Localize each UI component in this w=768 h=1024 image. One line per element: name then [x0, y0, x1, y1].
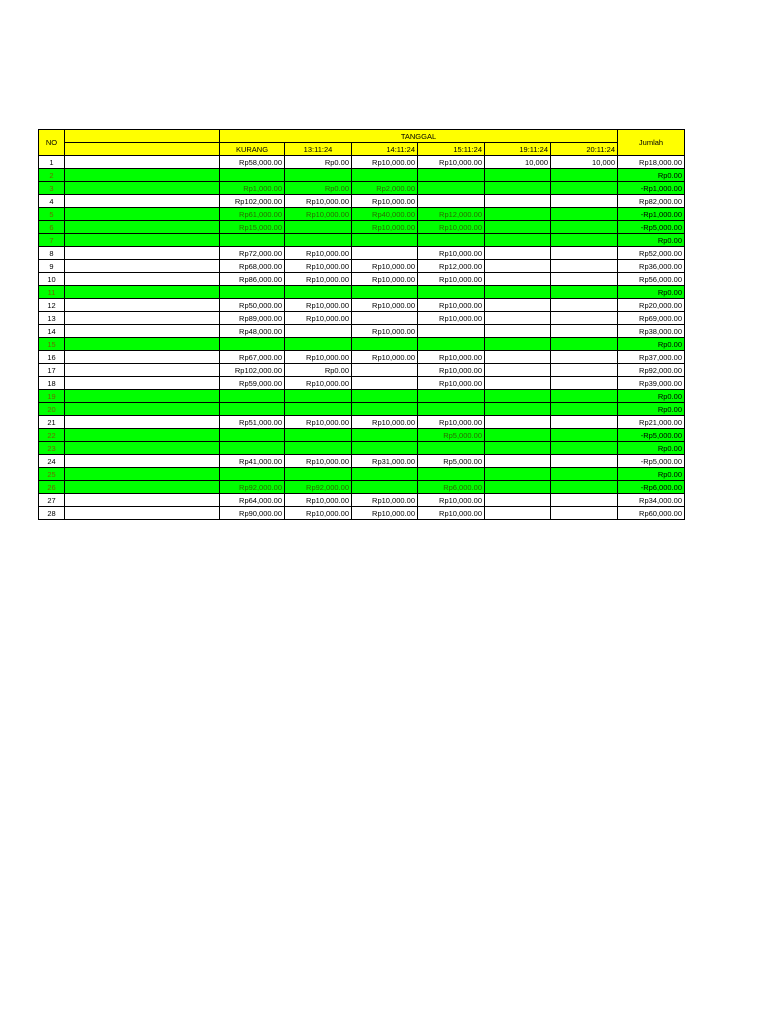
table-row	[39, 468, 685, 481]
payment-cell[interactable]	[418, 286, 485, 299]
payment-cell[interactable]: Rp10,000.00	[285, 507, 352, 520]
payment-cell[interactable]	[551, 364, 618, 377]
payment-cell[interactable]: Rp10,000.00	[352, 325, 418, 338]
payment-cell[interactable]: Rp10,000.00	[285, 247, 352, 260]
name-cell[interactable]	[65, 247, 220, 260]
jumlah-cell[interactable]: -Rp5,000.00	[618, 221, 685, 234]
kurang-cell[interactable]	[220, 442, 285, 455]
payment-cell[interactable]	[418, 325, 485, 338]
payment-cell[interactable]	[551, 390, 618, 403]
payment-cell[interactable]	[285, 286, 352, 299]
row-number-cell[interactable]: 11	[39, 286, 65, 299]
row-number-cell[interactable]: 16	[39, 351, 65, 364]
header-date-3[interactable]: 15:11:24	[418, 143, 485, 156]
table-row	[39, 299, 685, 312]
jumlah-cell[interactable]: Rp0.00	[618, 403, 685, 416]
kurang-cell[interactable]: Rp58,000.00	[220, 156, 285, 169]
payment-cell[interactable]	[352, 429, 418, 442]
payment-cell[interactable]	[485, 351, 551, 364]
payment-cell[interactable]	[285, 325, 352, 338]
name-cell[interactable]	[65, 260, 220, 273]
payment-cell[interactable]	[551, 273, 618, 286]
kurang-cell[interactable]: Rp15,000.00	[220, 221, 285, 234]
payment-cell[interactable]	[352, 403, 418, 416]
payment-cell[interactable]	[551, 403, 618, 416]
payment-cell[interactable]	[418, 442, 485, 455]
kurang-cell[interactable]: Rp67,000.00	[220, 351, 285, 364]
name-cell[interactable]	[65, 429, 220, 442]
jumlah-cell[interactable]: Rp0.00	[618, 468, 685, 481]
payment-cell[interactable]	[485, 208, 551, 221]
payment-cell[interactable]	[551, 182, 618, 195]
payment-cell[interactable]	[485, 234, 551, 247]
name-cell[interactable]	[65, 312, 220, 325]
payment-cell[interactable]	[551, 325, 618, 338]
jumlah-cell[interactable]: Rp38,000.00	[618, 325, 685, 338]
payment-cell[interactable]	[551, 247, 618, 260]
jumlah-cell[interactable]: Rp21,000.00	[618, 416, 685, 429]
payment-cell[interactable]: Rp5,000.00	[418, 429, 485, 442]
payment-cell[interactable]	[551, 507, 618, 520]
row-number-cell[interactable]: 13	[39, 312, 65, 325]
table-row	[39, 208, 685, 221]
payment-cell[interactable]: Rp10,000.00	[418, 312, 485, 325]
jumlah-cell[interactable]: Rp0.00	[618, 286, 685, 299]
payment-cell[interactable]: Rp92,000.00	[285, 481, 352, 494]
name-cell[interactable]	[65, 390, 220, 403]
kurang-cell[interactable]: Rp61,000.00	[220, 208, 285, 221]
payment-cell[interactable]	[485, 338, 551, 351]
payment-cell[interactable]	[551, 260, 618, 273]
table-row	[39, 260, 685, 273]
row-number-cell[interactable]: 1	[39, 156, 65, 169]
name-cell[interactable]	[65, 455, 220, 468]
payment-cell[interactable]	[551, 455, 618, 468]
payment-cell[interactable]	[551, 208, 618, 221]
payment-cell[interactable]: Rp10,000.00	[352, 494, 418, 507]
payment-cell[interactable]: Rp10,000.00	[285, 299, 352, 312]
payment-cell[interactable]: Rp10,000.00	[352, 260, 418, 273]
payment-cell[interactable]	[285, 390, 352, 403]
kurang-cell[interactable]	[220, 468, 285, 481]
kurang-cell[interactable]: Rp68,000.00	[220, 260, 285, 273]
jumlah-cell[interactable]: Rp18,000.00	[618, 156, 685, 169]
kurang-cell[interactable]	[220, 403, 285, 416]
payment-cell[interactable]	[485, 273, 551, 286]
name-cell[interactable]	[65, 299, 220, 312]
name-cell[interactable]	[65, 208, 220, 221]
header-jumlah[interactable]: Jumlah	[618, 130, 685, 156]
name-cell[interactable]	[65, 507, 220, 520]
jumlah-cell[interactable]: Rp0.00	[618, 169, 685, 182]
kurang-cell[interactable]	[220, 286, 285, 299]
payment-cell[interactable]	[352, 481, 418, 494]
row-number-cell[interactable]: 6	[39, 221, 65, 234]
payment-cell[interactable]	[285, 429, 352, 442]
row-number-cell[interactable]: 22	[39, 429, 65, 442]
payment-cell[interactable]	[285, 234, 352, 247]
payment-cell[interactable]	[485, 260, 551, 273]
jumlah-cell[interactable]: Rp60,000.00	[618, 507, 685, 520]
kurang-cell[interactable]: Rp102,000.00	[220, 364, 285, 377]
jumlah-cell[interactable]: Rp69,000.00	[618, 312, 685, 325]
payment-cell[interactable]: Rp2,000.00	[352, 182, 418, 195]
payment-cell[interactable]	[485, 247, 551, 260]
header-date-4[interactable]: 19:11:24	[485, 143, 551, 156]
table-row	[39, 429, 685, 442]
payment-cell[interactable]	[352, 377, 418, 390]
name-cell[interactable]	[65, 481, 220, 494]
name-cell[interactable]	[65, 169, 220, 182]
jumlah-cell[interactable]: -Rp6,000.00	[618, 481, 685, 494]
payment-cell[interactable]: Rp10,000.00	[352, 507, 418, 520]
table-row	[39, 286, 685, 299]
payment-cell[interactable]	[485, 442, 551, 455]
kurang-cell[interactable]: Rp64,000.00	[220, 494, 285, 507]
row-number-cell[interactable]: 5	[39, 208, 65, 221]
payment-cell[interactable]	[485, 325, 551, 338]
payment-cell[interactable]	[551, 442, 618, 455]
payment-cell[interactable]	[485, 481, 551, 494]
payment-cell[interactable]: Rp10,000.00	[285, 312, 352, 325]
name-cell[interactable]	[65, 351, 220, 364]
payment-cell[interactable]	[485, 377, 551, 390]
payment-cell[interactable]	[352, 338, 418, 351]
kurang-cell[interactable]	[220, 169, 285, 182]
row-number-cell[interactable]: 3	[39, 182, 65, 195]
payment-table	[38, 129, 685, 520]
payment-cell[interactable]	[485, 455, 551, 468]
payment-cell[interactable]	[485, 494, 551, 507]
payment-cell[interactable]	[352, 390, 418, 403]
payment-cell[interactable]: Rp10,000.00	[418, 299, 485, 312]
name-cell[interactable]	[65, 221, 220, 234]
payment-cell[interactable]	[485, 182, 551, 195]
kurang-cell[interactable]	[220, 429, 285, 442]
payment-cell[interactable]	[485, 312, 551, 325]
kurang-cell[interactable]: Rp90,000.00	[220, 507, 285, 520]
name-cell[interactable]	[65, 377, 220, 390]
header-row-1	[39, 130, 685, 143]
payment-cell[interactable]: Rp10,000.00	[352, 221, 418, 234]
row-number-cell[interactable]: 27	[39, 494, 65, 507]
header-name-cell-2[interactable]	[65, 143, 220, 156]
header-row-2	[39, 143, 685, 156]
payment-cell[interactable]: Rp10,000.00	[285, 273, 352, 286]
payment-cell[interactable]: Rp10,000.00	[352, 351, 418, 364]
payment-cell[interactable]: Rp10,000.00	[352, 299, 418, 312]
row-number-cell[interactable]: 19	[39, 390, 65, 403]
payment-cell[interactable]: Rp10,000.00	[285, 377, 352, 390]
row-number-cell[interactable]: 9	[39, 260, 65, 273]
header-tanggal[interactable]: TANGGAL	[220, 130, 618, 143]
table-row	[39, 351, 685, 364]
payment-cell[interactable]	[551, 429, 618, 442]
payment-cell[interactable]: Rp12,000.00	[418, 208, 485, 221]
payment-cell[interactable]: Rp10,000.00	[285, 494, 352, 507]
payment-cell[interactable]: Rp0.00	[285, 182, 352, 195]
payment-cell[interactable]	[551, 221, 618, 234]
jumlah-cell[interactable]: Rp0.00	[618, 338, 685, 351]
payment-cell[interactable]: Rp0.00	[285, 364, 352, 377]
table-row	[39, 325, 685, 338]
payment-cell[interactable]: 10,000	[551, 156, 618, 169]
payment-cell[interactable]	[551, 416, 618, 429]
payment-cell[interactable]: Rp12,000.00	[418, 260, 485, 273]
row-number-cell[interactable]: 20	[39, 403, 65, 416]
kurang-cell[interactable]: Rp89,000.00	[220, 312, 285, 325]
kurang-cell[interactable]	[220, 390, 285, 403]
payment-cell[interactable]	[485, 429, 551, 442]
payment-cell[interactable]	[551, 351, 618, 364]
payment-cell[interactable]	[418, 338, 485, 351]
kurang-cell[interactable]: Rp72,000.00	[220, 247, 285, 260]
payment-cell[interactable]	[285, 221, 352, 234]
payment-cell[interactable]	[485, 403, 551, 416]
payment-cell[interactable]	[418, 195, 485, 208]
payment-cell[interactable]	[485, 299, 551, 312]
payment-cell[interactable]	[485, 221, 551, 234]
payment-cell[interactable]	[352, 442, 418, 455]
payment-cell[interactable]	[551, 312, 618, 325]
table-row	[39, 364, 685, 377]
kurang-cell[interactable]: Rp50,000.00	[220, 299, 285, 312]
table-row	[39, 247, 685, 260]
payment-cell[interactable]	[352, 468, 418, 481]
name-cell[interactable]	[65, 416, 220, 429]
row-number-cell[interactable]: 28	[39, 507, 65, 520]
header-name-cell[interactable]	[65, 130, 220, 143]
payment-cell[interactable]	[485, 169, 551, 182]
payment-cell[interactable]: Rp10,000.00	[285, 260, 352, 273]
payment-cell[interactable]	[551, 299, 618, 312]
jumlah-cell[interactable]: Rp20,000.00	[618, 299, 685, 312]
row-number-cell[interactable]: 24	[39, 455, 65, 468]
table-row	[39, 338, 685, 351]
table-row	[39, 156, 685, 169]
name-cell[interactable]	[65, 468, 220, 481]
name-cell[interactable]	[65, 403, 220, 416]
payment-cell[interactable]	[418, 169, 485, 182]
payment-cell[interactable]: Rp31,000.00	[352, 455, 418, 468]
table-row	[39, 403, 685, 416]
header-date-5[interactable]: 20:11:24	[551, 143, 618, 156]
table-row	[39, 507, 685, 520]
jumlah-cell[interactable]: -Rp5,000.00	[618, 455, 685, 468]
payment-cell[interactable]	[551, 169, 618, 182]
row-number-cell[interactable]: 15	[39, 338, 65, 351]
payment-cell[interactable]	[418, 390, 485, 403]
table-row	[39, 182, 685, 195]
table-row	[39, 481, 685, 494]
jumlah-cell[interactable]: Rp36,000.00	[618, 260, 685, 273]
row-number-cell[interactable]: 26	[39, 481, 65, 494]
jumlah-cell[interactable]: -Rp1,000.00	[618, 208, 685, 221]
payment-cell[interactable]	[285, 338, 352, 351]
table-row	[39, 312, 685, 325]
jumlah-cell[interactable]: Rp0.00	[618, 442, 685, 455]
payment-cell[interactable]: Rp5,000.00	[418, 455, 485, 468]
row-number-cell[interactable]: 14	[39, 325, 65, 338]
row-number-cell[interactable]: 7	[39, 234, 65, 247]
payment-cell[interactable]	[285, 468, 352, 481]
header-kurang[interactable]: KURANG	[220, 143, 285, 156]
payment-cell[interactable]	[551, 338, 618, 351]
table-body	[39, 156, 685, 520]
row-number-cell[interactable]: 18	[39, 377, 65, 390]
row-number-cell[interactable]: 2	[39, 169, 65, 182]
kurang-cell[interactable]: Rp41,000.00	[220, 455, 285, 468]
payment-cell[interactable]: Rp10,000.00	[285, 351, 352, 364]
kurang-cell[interactable]: Rp102,000.00	[220, 195, 285, 208]
jumlah-cell[interactable]: Rp37,000.00	[618, 351, 685, 364]
payment-cell[interactable]: Rp10,000.00	[285, 195, 352, 208]
row-number-cell[interactable]: 21	[39, 416, 65, 429]
name-cell[interactable]	[65, 234, 220, 247]
kurang-cell[interactable]	[220, 338, 285, 351]
jumlah-cell[interactable]: Rp0.00	[618, 234, 685, 247]
payment-cell[interactable]: Rp10,000.00	[352, 156, 418, 169]
kurang-cell[interactable]: Rp59,000.00	[220, 377, 285, 390]
kurang-cell[interactable]: Rp86,000.00	[220, 273, 285, 286]
payment-cell[interactable]	[551, 494, 618, 507]
payment-cell[interactable]	[485, 364, 551, 377]
payment-cell[interactable]: Rp10,000.00	[352, 273, 418, 286]
name-cell[interactable]	[65, 325, 220, 338]
table-row	[39, 416, 685, 429]
kurang-cell[interactable]: Rp51,000.00	[220, 416, 285, 429]
jumlah-cell[interactable]: Rp34,000.00	[618, 494, 685, 507]
table-row	[39, 195, 685, 208]
jumlah-cell[interactable]: Rp82,000.00	[618, 195, 685, 208]
table-row	[39, 273, 685, 286]
payment-cell[interactable]: Rp10,000.00	[418, 364, 485, 377]
row-number-cell[interactable]: 8	[39, 247, 65, 260]
table-row	[39, 390, 685, 403]
name-cell[interactable]	[65, 364, 220, 377]
payment-cell[interactable]: Rp40,000.00	[352, 208, 418, 221]
payment-cell[interactable]: Rp10,000.00	[418, 507, 485, 520]
payment-cell[interactable]: Rp10,000.00	[418, 221, 485, 234]
payment-cell[interactable]: Rp10,000.00	[285, 416, 352, 429]
payment-cell[interactable]	[285, 442, 352, 455]
payment-cell[interactable]	[418, 234, 485, 247]
payment-cell[interactable]: Rp10,000.00	[418, 494, 485, 507]
kurang-cell[interactable]: Rp48,000.00	[220, 325, 285, 338]
jumlah-cell[interactable]: -Rp1,000.00	[618, 182, 685, 195]
payment-cell[interactable]	[418, 403, 485, 416]
payment-cell[interactable]	[551, 286, 618, 299]
table-row	[39, 455, 685, 468]
kurang-cell[interactable]: Rp1,000.00	[220, 182, 285, 195]
name-cell[interactable]	[65, 273, 220, 286]
name-cell[interactable]	[65, 195, 220, 208]
row-number-cell[interactable]: 12	[39, 299, 65, 312]
payment-cell[interactable]	[551, 481, 618, 494]
payment-cell[interactable]	[418, 468, 485, 481]
payment-cell[interactable]: Rp10,000.00	[285, 455, 352, 468]
payment-cell[interactable]	[551, 468, 618, 481]
payment-cell[interactable]	[352, 234, 418, 247]
payment-cell[interactable]: Rp10,000.00	[418, 247, 485, 260]
payment-cell[interactable]	[485, 468, 551, 481]
name-cell[interactable]	[65, 182, 220, 195]
payment-cell[interactable]	[551, 377, 618, 390]
kurang-cell[interactable]	[220, 234, 285, 247]
header-date-2[interactable]: 14:11:24	[352, 143, 418, 156]
row-number-cell[interactable]: 17	[39, 364, 65, 377]
payment-cell[interactable]: 10,000	[485, 156, 551, 169]
jumlah-cell[interactable]: Rp52,000.00	[618, 247, 685, 260]
payment-cell[interactable]	[352, 312, 418, 325]
payment-cell[interactable]	[352, 247, 418, 260]
name-cell[interactable]	[65, 338, 220, 351]
table-row	[39, 494, 685, 507]
payment-cell[interactable]: Rp10,000.00	[418, 273, 485, 286]
payment-cell[interactable]	[485, 195, 551, 208]
payment-cell[interactable]	[352, 286, 418, 299]
table-row	[39, 234, 685, 247]
payment-cell[interactable]: Rp10,000.00	[418, 377, 485, 390]
table-row	[39, 169, 685, 182]
row-number-cell[interactable]: 4	[39, 195, 65, 208]
payment-cell[interactable]	[352, 169, 418, 182]
name-cell[interactable]	[65, 494, 220, 507]
payment-cell[interactable]	[551, 234, 618, 247]
table-row	[39, 377, 685, 390]
payment-cell[interactable]	[551, 195, 618, 208]
payment-cell[interactable]	[485, 286, 551, 299]
jumlah-cell[interactable]: Rp0.00	[618, 390, 685, 403]
payment-cell[interactable]: Rp10,000.00	[418, 416, 485, 429]
payment-cell[interactable]	[485, 390, 551, 403]
row-number-cell[interactable]: 10	[39, 273, 65, 286]
jumlah-cell[interactable]: Rp56,000.00	[618, 273, 685, 286]
row-number-cell[interactable]: 25	[39, 468, 65, 481]
row-number-cell[interactable]: 23	[39, 442, 65, 455]
name-cell[interactable]	[65, 156, 220, 169]
payment-cell[interactable]	[352, 364, 418, 377]
payment-cell[interactable]	[485, 507, 551, 520]
name-cell[interactable]	[65, 442, 220, 455]
payment-cell[interactable]: Rp10,000.00	[418, 351, 485, 364]
payment-cell[interactable]: Rp6,000.00	[418, 481, 485, 494]
payment-cell[interactable]: Rp10,000.00	[285, 208, 352, 221]
kurang-cell[interactable]: Rp92,000.00	[220, 481, 285, 494]
payment-cell[interactable]	[285, 403, 352, 416]
header-date-1[interactable]: 13:11:24	[285, 143, 352, 156]
header-no[interactable]: NO	[39, 130, 65, 156]
table-row	[39, 221, 685, 234]
payment-cell[interactable]: Rp10,000.00	[352, 416, 418, 429]
payment-cell[interactable]	[485, 416, 551, 429]
jumlah-cell[interactable]: Rp39,000.00	[618, 377, 685, 390]
payment-cell[interactable]: Rp0.00	[285, 156, 352, 169]
payment-cell[interactable]	[418, 182, 485, 195]
table-row	[39, 442, 685, 455]
payment-cell[interactable]: Rp10,000.00	[352, 195, 418, 208]
jumlah-cell[interactable]: Rp92,000.00	[618, 364, 685, 377]
jumlah-cell[interactable]: -Rp5,000.00	[618, 429, 685, 442]
payment-cell[interactable]: Rp10,000.00	[418, 156, 485, 169]
payment-cell[interactable]	[285, 169, 352, 182]
name-cell[interactable]	[65, 286, 220, 299]
